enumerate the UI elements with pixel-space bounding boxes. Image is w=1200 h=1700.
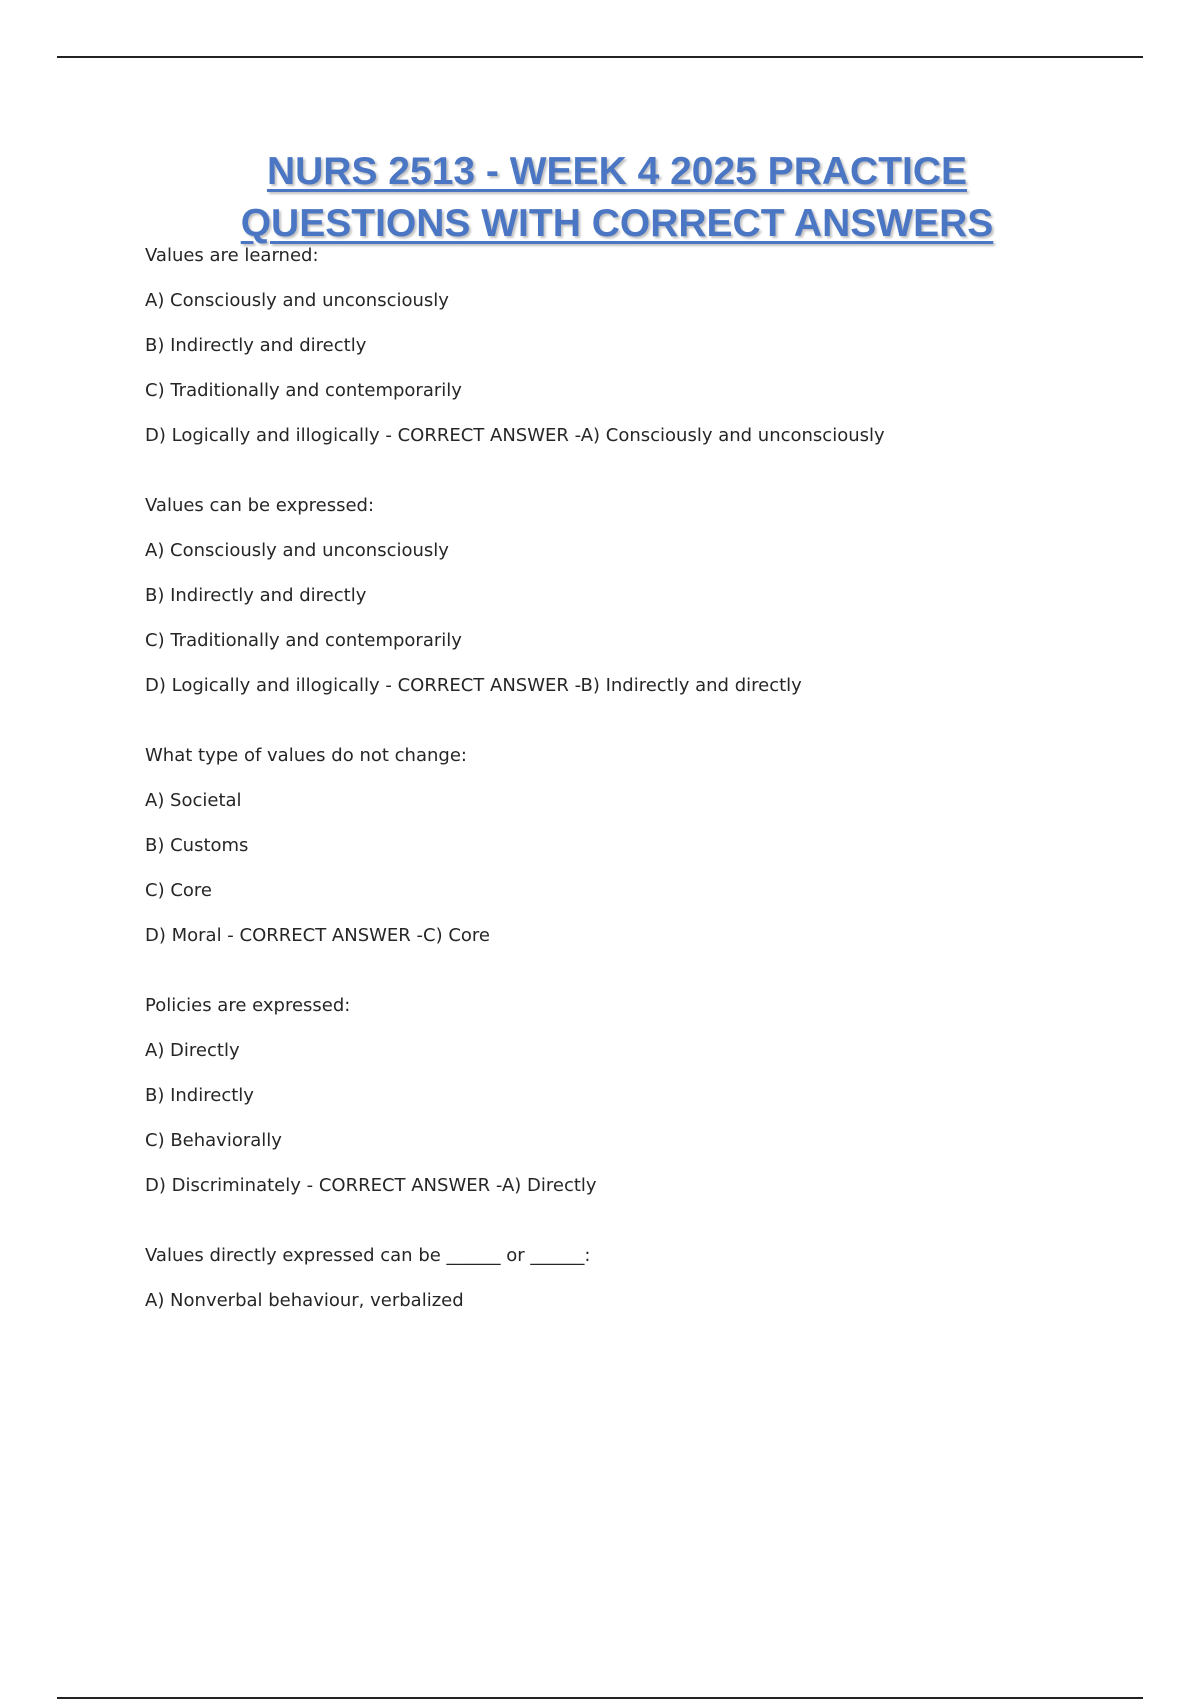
answer-option: C) Traditionally and contemporarily (145, 380, 462, 401)
document-title (0, 146, 1200, 250)
answer-option: A) Nonverbal behaviour, verbalized (145, 1290, 464, 1311)
question-text: Values directly expressed can be ______ or ______: (145, 1245, 591, 1266)
answer-option-with-correct-answer: D) Logically and illogically - CORRECT ANSWER -A) Consciously and unconsciously (145, 425, 885, 446)
answer-option-with-correct-answer: D) Logically and illogically - CORRECT ANSWER -B) Indirectly and directly (145, 675, 802, 696)
answer-option: A) Consciously and unconsciously (145, 540, 449, 561)
answer-option: B) Indirectly and directly (145, 335, 367, 356)
answer-option: C) Traditionally and contemporarily (145, 630, 462, 651)
answer-option-with-correct-answer: D) Discriminately - CORRECT ANSWER -A) Directly (145, 1175, 597, 1196)
answer-option: B) Indirectly and directly (145, 585, 367, 606)
question-text: Policies are expressed: (145, 995, 351, 1016)
answer-option: A) Directly (145, 1040, 240, 1061)
question-block (145, 994, 1145, 1198)
question-text: Values can be expressed: (145, 495, 375, 516)
question-text: Values are learned: (145, 245, 319, 266)
question-list (145, 244, 1145, 1359)
header-rule (57, 56, 1143, 58)
question-block (145, 244, 1145, 448)
answer-option: A) Consciously and unconsciously (145, 290, 449, 311)
answer-option: B) Indirectly (145, 1085, 254, 1106)
answer-option: C) Behaviorally (145, 1130, 282, 1151)
answer-option: A) Societal (145, 790, 242, 811)
title-line-1: NURS 2513 - WEEK 4 2025 PRACTICE (266, 150, 968, 193)
answer-option: B) Customs (145, 835, 249, 856)
answer-option-with-correct-answer: D) Moral - CORRECT ANSWER -C) Core (145, 925, 490, 946)
answer-option: C) Core (145, 880, 212, 901)
question-text: What type of values do not change: (145, 745, 467, 766)
footer-rule (57, 1697, 1143, 1699)
question-block (145, 494, 1145, 698)
question-block (145, 744, 1145, 948)
question-block (145, 1244, 1145, 1313)
title-line-2: QUESTIONS WITH CORRECT ANSWERS (240, 202, 994, 245)
